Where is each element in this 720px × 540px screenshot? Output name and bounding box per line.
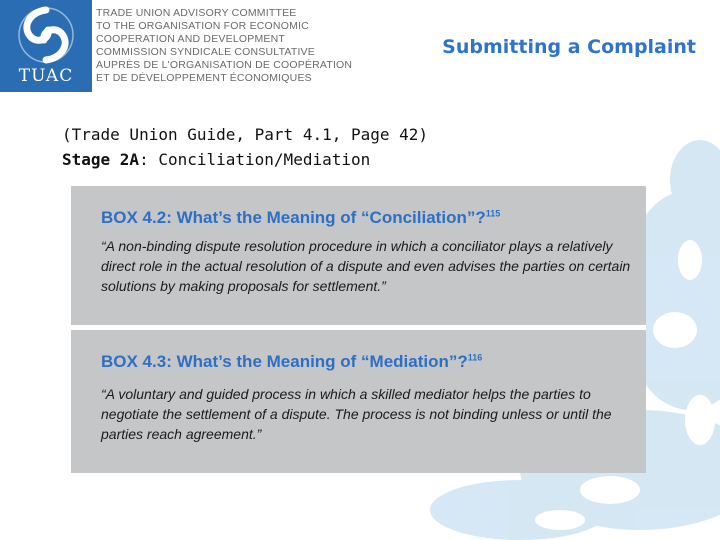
globe-swirl-icon bbox=[0, 0, 92, 70]
box-title bbox=[101, 208, 500, 228]
org-name-line: COMMISSION SYNDICALE CONSULTATIVE bbox=[96, 46, 315, 58]
guide-reference: (Trade Union Guide, Part 4.1, Page 42) bbox=[62, 125, 429, 144]
box-conciliation bbox=[71, 186, 646, 325]
box-definition: “A non-binding dispute resolution procedure in which a conciliator plays a relatively direct role in the actual resolution of a dispute and even advises the parties on certain solutions by making proposals for settlement.” bbox=[101, 238, 631, 294]
stage-label: Stage 2A bbox=[62, 150, 140, 169]
slide-title: Submitting a Complaint bbox=[442, 36, 696, 58]
logo-text: TUAC bbox=[18, 66, 74, 86]
org-name-line: AUPRÈS DE L'ORGANISATION DE COOPÉRATION bbox=[96, 59, 353, 71]
org-name-line: TO THE ORGANISATION FOR ECONOMIC bbox=[96, 20, 309, 32]
subtitle bbox=[62, 122, 428, 172]
stage-text: : Conciliation/Mediation bbox=[139, 150, 371, 169]
footnote-marker: 116 bbox=[467, 352, 483, 363]
organisation-names bbox=[96, 7, 353, 85]
box-title-text: BOX 4.2: What’s the Meaning of “Conciliation”? bbox=[101, 208, 486, 227]
org-name-line: COOPERATION AND DEVELOPMENT bbox=[96, 33, 285, 45]
org-name-line: TRADE UNION ADVISORY COMMITTEE bbox=[96, 7, 297, 19]
box-title bbox=[101, 352, 482, 372]
org-name-line: ET DE DÉVELOPPEMENT ÉCONOMIQUES bbox=[96, 72, 312, 84]
stage-line bbox=[62, 147, 428, 172]
tuac-logo bbox=[0, 0, 92, 92]
box-mediation bbox=[71, 330, 646, 473]
box-definition: “A voluntary and guided process in which a skilled mediator helps the parties to negotiate the settlement of a dispute. The process is not binding unless or until the parties reach agreement.” bbox=[101, 386, 612, 442]
box-title-text: BOX 4.3: What’s the Meaning of “Mediation”? bbox=[101, 352, 468, 371]
footnote-marker: 115 bbox=[485, 208, 501, 219]
